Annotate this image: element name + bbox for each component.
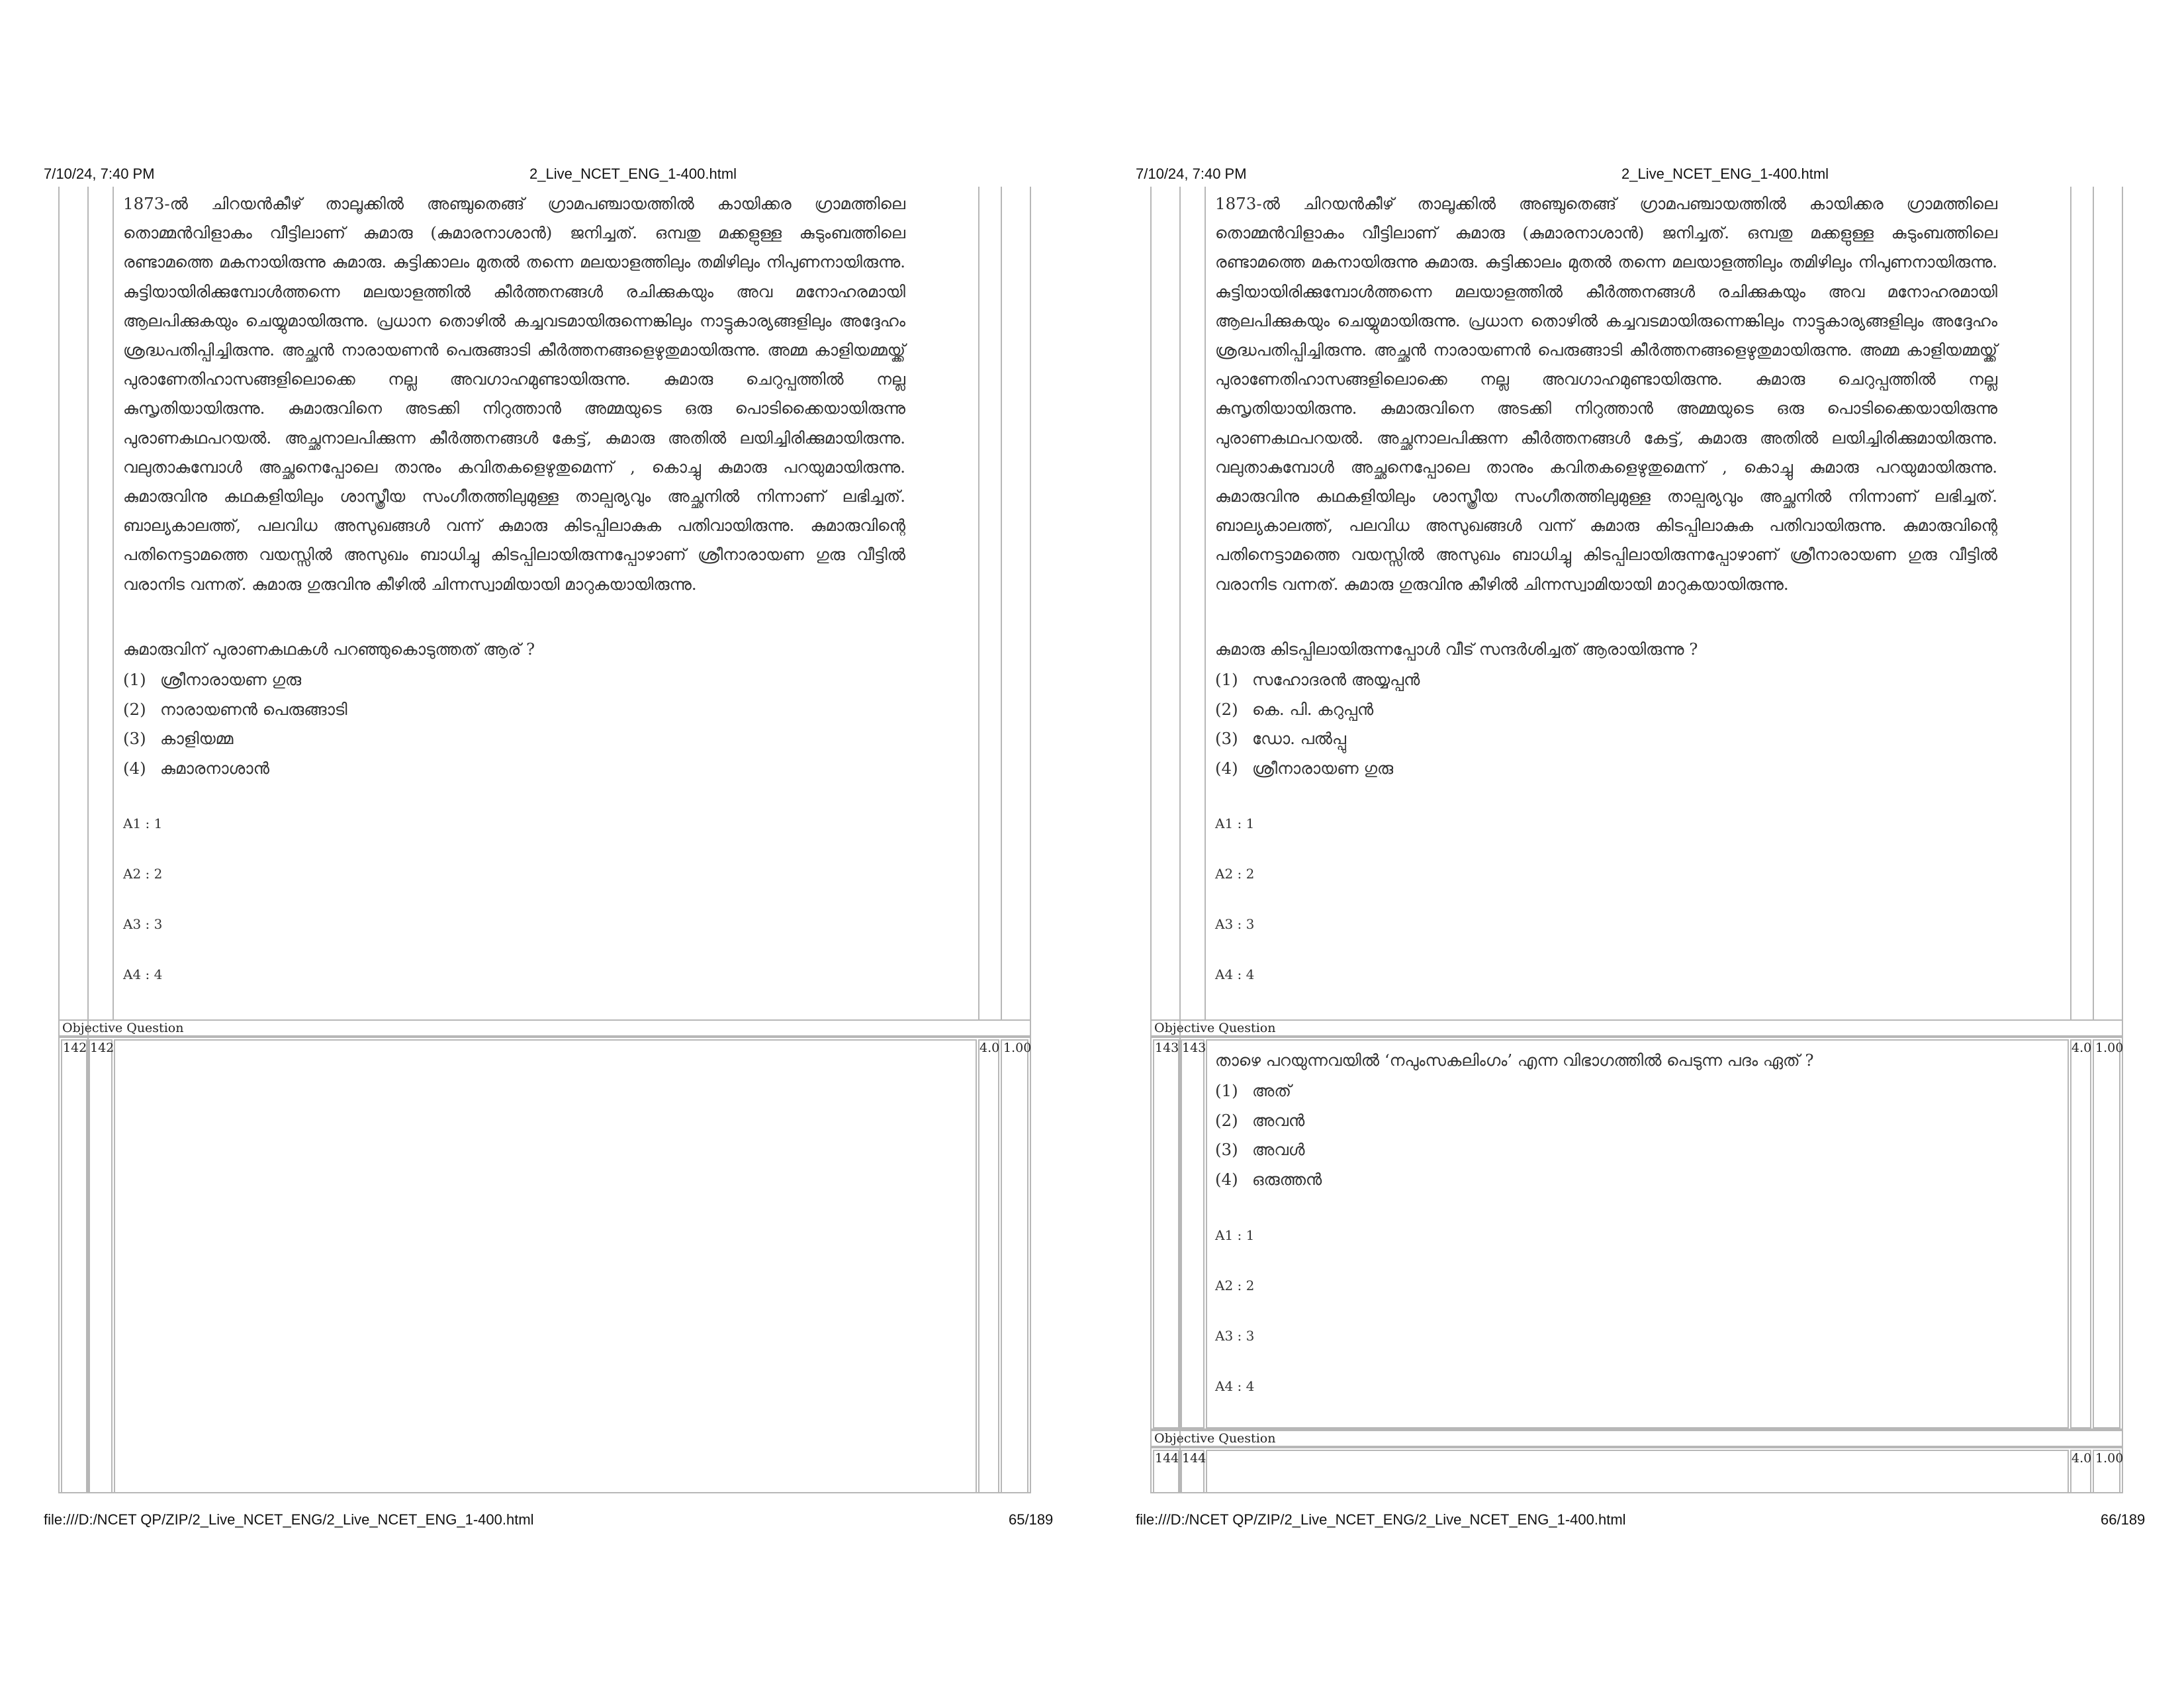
cell-question-body [114,1039,977,1493]
cell-qnum-b [89,1039,113,1493]
answer-key-2: A2 : 2 [1215,866,1255,882]
answer-key-1: A1 : 1 [1215,816,1255,831]
option-4: (4) കുമാരനാശാൻ [123,759,269,778]
question-type-row [58,1019,1031,1037]
footer-page-number: 66/189 [2101,1511,2146,1528]
footer-page-number: 65/189 [1009,1511,1054,1528]
cell-qnum-a [1153,1039,1179,1429]
cell-mark [2070,1039,2091,1429]
header-title: 2_Live_NCET_ENG_1-400.html [1621,165,1829,182]
negative-marks-value: 1.00 [2095,1041,2124,1055]
answer-key-3: A3 : 3 [1215,1328,1255,1344]
answer-key-4: A4 : 4 [1215,966,1255,982]
answer-key-3: A3 : 3 [1215,916,1255,932]
negative-marks-value: 1.00 [1003,1041,1032,1055]
cell-question-body [1206,1450,2069,1493]
option-3: (3) കാളിയമ്മ [123,729,234,748]
marks-value: 4.0 [979,1041,1000,1055]
table-border [1205,187,1206,1021]
question-text: കുമാരുവിന് പുരാണകഥകൾ പറഞ്ഞുകൊടുത്തത് ആര് ? [123,639,535,659]
page-right [1092,0,2184,1688]
table-border [113,187,114,1021]
question-id: 143 [1182,1041,1206,1055]
question-type-row [1150,1430,2123,1447]
cell-qnum-a [61,1039,87,1493]
option-3: (3) ഡോ. പൽപ്പു [1215,729,1346,748]
answer-key-2: A2 : 2 [123,866,163,882]
option-4: (4) ശ്രീനാരായണ ഗുരു [1215,759,1394,778]
marks-value: 4.0 [2071,1451,2092,1466]
option-4: (4) ഒരുത്തൻ [1215,1170,1322,1189]
question-type-label: Objective Question [1154,1021,1276,1035]
cell-negative [1001,1039,1028,1493]
footer-file-path: file:///D:/NCET QP/ZIP/2_Live_NCET_ENG/2_Live_NCET_ENG_1-400.html [1136,1511,1626,1528]
question-number: 143 [1155,1041,1179,1055]
question-text: താഴെ പറയുന്നവയിൽ ‘നപുംസകലിംഗം’ എന്ന വിഭാഗത്തിൽ പെടുന്ന പദം ഏത് ? [1215,1051,1814,1070]
marks-value: 4.0 [2071,1041,2092,1055]
option-1: (1) ശ്രീനാരായണ ഗുരു [123,670,302,689]
question-number: 144 [1155,1451,1179,1466]
cell-qnum-b [1181,1039,1205,1429]
option-1: (1) അത് [1215,1081,1291,1100]
table-border [2093,187,2094,1021]
header-datetime: 7/10/24, 7:40 PM [44,165,155,182]
question-type-label: Objective Question [62,1021,184,1035]
question-type-row [1150,1019,2123,1037]
option-2: (2) കെ. പി. കറുപ്പൻ [1215,700,1374,719]
question-type-label: Objective Question [1154,1431,1276,1446]
cell-negative [2093,1039,2120,1429]
header-title: 2_Live_NCET_ENG_1-400.html [529,165,737,182]
answer-key-1: A1 : 1 [123,816,163,831]
cell-question-body [1206,1039,2069,1429]
question-number: 142 [63,1041,87,1055]
question-id: 142 [90,1041,114,1055]
footer-file-path: file:///D:/NCET QP/ZIP/2_Live_NCET_ENG/2_Live_NCET_ENG_1-400.html [44,1511,534,1528]
table-border [2070,187,2071,1021]
option-1: (1) സഹോദരൻ അയ്യപ്പൻ [1215,670,1420,689]
reading-passage: 1873-ൽ ചിറയൻകീഴ് താലൂക്കിൽ അഞ്ചുതെങ്ങ് ഗ്രാമപഞ്ചായത്തിൽ കായിക്കര ഗ്രാമത്തിലെ തൊമ്മൻവിളാകം വീട്ടിലാണ് കുമാരു (കുമാരനാശാൻ) ജനിച്ചത്. ഒമ്പതു മക്കളുള്ള കുടുംബത്തിലെ രണ്ടാമത്തെ മകനായിരുന്നു കുമാരു. കുട്ടിക്കാലം മുതൽ തന്നെ മലയാളത്തിലും തമിഴിലും നിപുണനായിരുന്നു. കുട്ടിയായിരിക്കുമ്പോൾത്തന്നെ മലയാളത്തിൽ കീർത്തനങ്ങൾ രചിക്കുകയും അവ മനോഹരമായി ആലപിക്കുകയും ചെയ്യുമായിരുന്നു. പ്രധാന തൊഴിൽ കച്ചവടമായിരുന്നെങ്കിലും നാട്ടുകാര്യങ്ങളിലും അദ്ദേഹം ശ്രദ്ധപതിപ്പിച്ചിരുന്നു. അച്ഛൻ നാരായണൻ പെരുങ്ങാടി കീർത്തനങ്ങളെഴുതുമായിരുന്നു. അമ്മ കാളിയമ്മയ്ക്ക് പുരാണേതിഹാസങ്ങളിലൊക്കെ നല്ല അവഗാഹമുണ്ടായിരുന്നു. കുമാരു ചെറുപ്പത്തിൽ നല്ല കുസൃതിയായിരുന്നു. കുമാരുവിനെ അടക്കി നിറുത്താൻ അമ്മയുടെ ഒരു പൊടിക്കൈയായിരുന്നു പുരാണകഥപറയൽ. അച്ഛനാലപിക്കുന്ന കീർത്തനങ്ങൾ കേട്ട്, കുമാരു അതിൽ ലയിച്ചിരിക്കുമായിരുന്നു. വലുതാകുമ്പോൾ അച്ഛനെപ്പോലെ താനും കവിതകളെഴുതുമെന്ന് , കൊച്ചു കുമാരു പറയുമായിരുന്നു. കുമാരുവിനു കഥകളിയിലും ശാസ്ത്രീയ സംഗീതത്തിലുമുള്ള താല്പര്യവും അച്ഛനിൽ നിന്നാണ് ലഭിച്ചത്. ബാല്യകാലത്ത്, പലവിധ അസുഖങ്ങൾ വന്ന് കുമാരു കിടപ്പിലാകുക പതിവായിരുന്നു. കുമാരുവിന്റെ പതിനെട്ടാമത്തെ വയസ്സിൽ അസുഖം ബാധിച്ചു കിടപ്പിലായിരുന്നപ്പോഴാണ് ശ്രീനാരായണ ഗുരു വീട്ടിൽ വരാനിട വന്നത്. കുമാരു ഗുരുവിനു കീഴിൽ ചിന്നസ്വാമിയായി മാറുകയായിരുന്നു. [123,194,905,594]
answer-key-4: A4 : 4 [1215,1378,1255,1394]
reading-passage: 1873-ൽ ചിറയൻകീഴ് താലൂക്കിൽ അഞ്ചുതെങ്ങ് ഗ്രാമപഞ്ചായത്തിൽ കായിക്കര ഗ്രാമത്തിലെ തൊമ്മൻവിളാകം വീട്ടിലാണ് കുമാരു (കുമാരനാശാൻ) ജനിച്ചത്. ഒമ്പതു മക്കളുള്ള കുടുംബത്തിലെ രണ്ടാമത്തെ മകനായിരുന്നു കുമാരു. കുട്ടിക്കാലം മുതൽ തന്നെ മലയാളത്തിലും തമിഴിലും നിപുണനായിരുന്നു. കുട്ടിയായിരിക്കുമ്പോൾത്തന്നെ മലയാളത്തിൽ കീർത്തനങ്ങൾ രചിക്കുകയും അവ മനോഹരമായി ആലപിക്കുകയും ചെയ്യുമായിരുന്നു. പ്രധാന തൊഴിൽ കച്ചവടമായിരുന്നെങ്കിലും നാട്ടുകാര്യങ്ങളിലും അദ്ദേഹം ശ്രദ്ധപതിപ്പിച്ചിരുന്നു. അച്ഛൻ നാരായണൻ പെരുങ്ങാടി കീർത്തനങ്ങളെഴുതുമായിരുന്നു. അമ്മ കാളിയമ്മയ്ക്ക് പുരാണേതിഹാസങ്ങളിലൊക്കെ നല്ല അവഗാഹമുണ്ടായിരുന്നു. കുമാരു ചെറുപ്പത്തിൽ നല്ല കുസൃതിയായിരുന്നു. കുമാരുവിനെ അടക്കി നിറുത്താൻ അമ്മയുടെ ഒരു പൊടിക്കൈയായിരുന്നു പുരാണകഥപറയൽ. അച്ഛനാലപിക്കുന്ന കീർത്തനങ്ങൾ കേട്ട്, കുമാരു അതിൽ ലയിച്ചിരിക്കുമായിരുന്നു. വലുതാകുമ്പോൾ അച്ഛനെപ്പോലെ താനും കവിതകളെഴുതുമെന്ന് , കൊച്ചു കുമാരു പറയുമായിരുന്നു. കുമാരുവിനു കഥകളിയിലും ശാസ്ത്രീയ സംഗീതത്തിലുമുള്ള താല്പര്യവും അച്ഛനിൽ നിന്നാണ് ലഭിച്ചത്. ബാല്യകാലത്ത്, പലവിധ അസുഖങ്ങൾ വന്ന് കുമാരു കിടപ്പിലാകുക പതിവായിരുന്നു. കുമാരുവിന്റെ പതിനെട്ടാമത്തെ വയസ്സിൽ അസുഖം ബാധിച്ചു കിടപ്പിലായിരുന്നപ്പോഴാണ് ശ്രീനാരായണ ഗുരു വീട്ടിൽ വരാനിട വന്നത്. കുമാരു ഗുരുവിനു കീഴിൽ ചിന്നസ്വാമിയായി മാറുകയായിരുന്നു. [1215,194,1997,594]
answer-key-2: A2 : 2 [1215,1278,1255,1293]
negative-marks-value: 1.00 [2095,1451,2124,1466]
option-2: (2) അവൻ [1215,1111,1305,1130]
answer-key-1: A1 : 1 [1215,1227,1255,1243]
answer-key-4: A4 : 4 [123,966,163,982]
question-text: കുമാരു കിടപ്പിലായിരുന്നപ്പോൾ വീട് സന്ദർശിച്ചത് ആരായിരുന്നു ? [1215,639,1698,659]
option-3: (3) അവൾ [1215,1140,1305,1159]
cell-mark [978,1039,999,1493]
table-border [978,187,979,1021]
option-2: (2) നാരായണൻ പെരുങ്ങാടി [123,700,347,719]
question-id: 144 [1182,1451,1206,1466]
answer-key-3: A3 : 3 [123,916,163,932]
header-datetime: 7/10/24, 7:40 PM [1136,165,1247,182]
table-border [1001,187,1002,1021]
